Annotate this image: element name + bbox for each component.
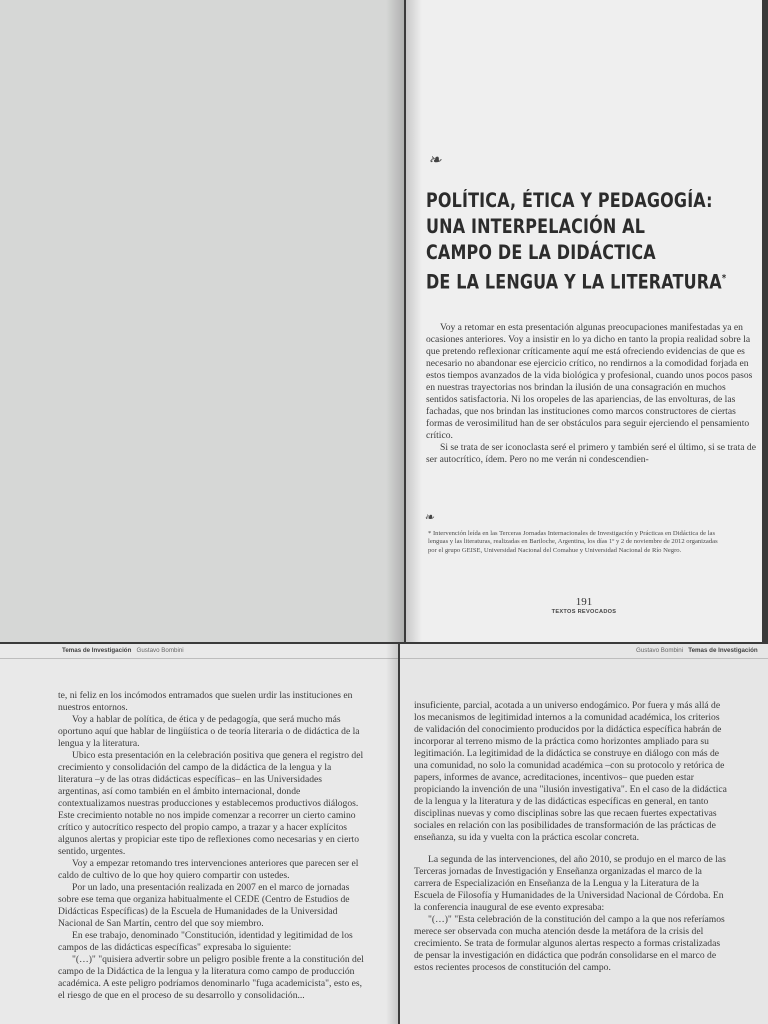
paragraph: Voy a retomar en esta presentación algunas preocupaciones manifestadas ya en ocasiones anteriores. Voy a insistir en lo ya dicho en tanto la propia realidad sobre la que pretendo reflexionar críticamente aquí me está ofreciendo evidencias de que es necesario no abandonar ese ejercicio crítico, no rendirnos a la comodidad forjada en estos tiempos avanzados de la vida biológica y profesional, cuando unos pocos pasos en nuestras trayectorias nos brindan la ilusión de una consagración en muchos sentidos satisfactoria. Ni los oropeles de las apariencias, de las envolturas, de las fachadas, que nos brindan las instituciones como marcos constructores de ciertas formas de verosimilitud han de ser obstáculos para seguir ejerciendo el pensamiento crítico. <box>426 322 753 441</box>
running-head <box>636 647 758 654</box>
running-head-title: Temas de Investigación <box>688 647 758 654</box>
paragraph: insuficiente, parcial, acotada a un universo endogámico. Por fuera y más allá de los mecanismos de legitimidad internos a la comunidad académica, los criterios de validación del conocimiento producidos por la didáctica específica habrán de incorporar al terreno mismo de la práctica como horizontes ampliado para su legitimación. La legitimidad de la didáctica se construye en diálogo con más de una comunidad, no solo la comunidad académica –con su protocolo y retórica de papers, informes de avance, acreditaciones, incentivos– que pueden estar propiciando la invención de una "ilusión investigativa". En el caso de la didáctica de la lengua y la literatura y de las didácticas específicas en general, en tanto disciplinas nuevas y como disciplinas sobre las que recaen fuertes expectativas sociales en relación con las posibilidades de transformación de las prácticas de enseñanza, su ida y vuelta con la práctica escolar concreta. <box>414 700 727 843</box>
title-footnote-mark: * <box>721 273 727 284</box>
chapter-title-line: POLÍTICA, ÉTICA Y PEDAGOGÍA: <box>426 189 713 212</box>
paragraph: La segunda de las intervenciones, del año 2010, se produjo en el marco de las Terceras jornadas de Investigación y Enseñanza organizadas el marco de la carrera de Especialización en Enseñanza de la Lengua y la Literatura de la Escuela de Filosofía y Humanidades de la Universidad Nacional de Córdoba. En la conferencia inaugural de ese evento expresaba: <box>414 854 726 913</box>
footnote-ornament-icon: ❧ <box>424 510 435 524</box>
paragraph: Por un lado, una presentación realizada en 2007 en el marco de jornadas sobre ese tema que organiza habitualmente el CEDE (Centro de Estudios de Didácticas Específicas) de la Escuela de Humanidades de la Universidad Nacional de San Martín, centro del que soy miembro. <box>58 882 350 929</box>
lower-right-page <box>400 644 768 1024</box>
chapter-title-line: DE LA LENGUA Y LA LITERATURA <box>426 270 722 294</box>
lower-left-page <box>0 644 398 1024</box>
footnote: * Intervención leída en las Terceras Jornadas Internacionales de Investigación y Prácticas en Didáctica de las lenguas y las literaturas, realizadas en Bariloche, Argentina, los días 1º y 2 de noviembre de 2012 organizadas por el grupo GEISE, Universidad Nacional del Comahue y Universidad Nacional de Río Negro. <box>428 530 718 554</box>
page-folio <box>406 596 762 615</box>
body-text <box>414 700 730 974</box>
page-number: 191 <box>575 596 593 608</box>
running-head-author: Gustavo Bombini <box>136 647 184 654</box>
paragraph: te, ni feliz en los incómodos entramados que suelen urdir las instituciones en nuestros entornos. <box>58 690 353 713</box>
chapter-title-line: CAMPO DE LA DIDÁCTICA <box>426 241 656 264</box>
paragraph: Si se trata de ser iconoclasta seré el primero y también seré el último, si se trata de ser autocrítico, ídem. Pero no me verán ni condescendien- <box>426 442 756 465</box>
running-head-title: Temas de Investigación <box>62 647 132 654</box>
running-head-rule <box>0 658 398 659</box>
chapter-title <box>426 188 727 296</box>
running-head <box>62 647 184 654</box>
chapter-title-page <box>406 0 762 642</box>
body-text <box>426 322 756 466</box>
paragraph: Ubico esta presentación en la celebración positiva que genera el registro del crecimiento y consolidación del campo de la didáctica de la lengua y la literatura –y de las otras didácticas específicas– en las Universidades argentinas, así como también en el ámbito internacional, donde contextualizamos nuestras producciones y establecemos productivos diálogos. Este crecimiento notable no nos impide comenzar a recorrer un cierto camino crítico y autocrítico respecto del propio campo, a trazar y a hacer explícitos algunos alertas y propiciar este tipo de reflexiones como necesarias y en cierto sentido, urgentes. <box>58 750 364 857</box>
paragraph: "(…)" "quisiera advertir sobre un peligro posible frente a la constitución del campo de la Didáctica de la lengua y la literatura como campo de producción académica. A este peligro podríamos denominarlo "fuga academicista", esto es, el riesgo de que en el proceso de su desarrollo y consolidación... <box>58 954 364 1001</box>
blank-left-page <box>0 0 404 642</box>
fleuron-ornament-icon: ❧ <box>428 152 442 169</box>
paragraph: Voy a hablar de política, de ética y de pedagogía, que será mucho más oportuno aquí que hablar de lingüística o de teoría literaria o de didáctica de la lengua y la literatura. <box>58 714 360 749</box>
series-name: TEXTOS REVOCADOS <box>551 609 617 615</box>
paragraph: Voy a empezar retomando tres intervenciones anteriores que parecen ser el caldo de cultivo de lo que hoy quiero compartir con ustedes. <box>58 858 359 881</box>
paragraph: "(…)" "Esta celebración de la constitución del campo a la que nos referíamos merece ser observada con mucha atención desde la metáfora de la crisis del crecimiento. Se trata de formular algunos alertas respecto a formas cristalizadas de pensar la investigación en didáctica que podrán consolidarse en el marco de estos recientes procesos de constitución del campo. <box>414 914 725 973</box>
running-head-author: Gustavo Bombini <box>636 647 684 654</box>
running-head-rule <box>400 658 768 659</box>
paragraph: En ese trabajo, denominado "Constitución, identidad y legitimidad de los campos de las didácticas específicas" expresaba lo siguiente: <box>58 930 353 953</box>
body-text <box>58 690 364 1002</box>
chapter-title-line: UNA INTERPELACIÓN AL <box>426 215 646 238</box>
